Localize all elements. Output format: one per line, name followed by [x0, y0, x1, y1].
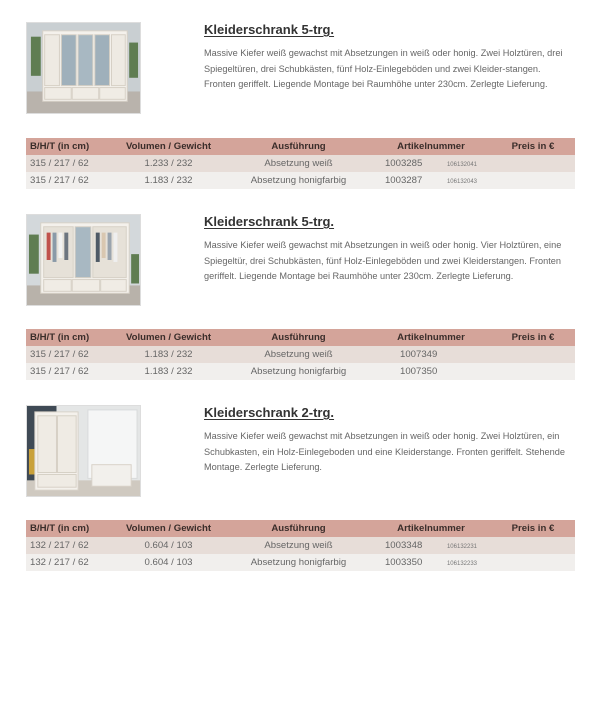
cell-dimensions: 315 / 217 / 62	[26, 155, 111, 172]
header-article-number: Artikelnummer	[371, 329, 491, 346]
header-finish: Ausführung	[226, 329, 371, 346]
product-title: Kleiderschrank 5-trg.	[204, 22, 335, 37]
article-number: 1007349	[400, 349, 438, 360]
cell-article-number	[371, 172, 491, 189]
cell-article-number	[371, 346, 491, 363]
header-dimensions: B/H/T (in cm)	[26, 520, 111, 537]
article-number: 1003285	[384, 158, 423, 169]
article-sub-number: 106132233	[446, 561, 478, 567]
cell-volume-weight: 1.183 / 232	[111, 363, 226, 380]
cell-article-number	[371, 554, 491, 571]
article-number: 1003348	[384, 540, 423, 551]
article-sub-number: 106132041	[446, 162, 478, 168]
header-volume-weight: Volumen / Gewicht	[111, 329, 226, 346]
cell-finish: Absetzung weiß	[226, 537, 371, 554]
product-image-wardrobe-2-door	[26, 405, 141, 497]
table-row	[26, 155, 575, 172]
article-number: 1003350	[384, 557, 423, 568]
cell-finish: Absetzung honigfarbig	[226, 554, 371, 571]
header-article-number: Artikelnummer	[371, 520, 491, 537]
header-price: Preis in €	[491, 520, 575, 537]
cell-volume-weight: 0.604 / 103	[111, 537, 226, 554]
article-number: 1007350	[400, 366, 438, 377]
cell-price	[491, 537, 575, 554]
header-finish: Ausführung	[226, 138, 371, 155]
header-dimensions: B/H/T (in cm)	[26, 138, 111, 155]
cell-volume-weight: 1.183 / 232	[111, 346, 226, 363]
product-description: Massive Kiefer weiß gewachst mit Absetzungen in weiß oder honig. Zwei Holztüren, ein Schubkasten, ein Holz-Einlegeboden und eine Kleiderstange. Fronten geriffelt. Stehende Montage. Zerlegte Lieferung.	[204, 431, 565, 473]
cell-finish: Absetzung honigfarbig	[226, 172, 371, 189]
table-row	[26, 537, 575, 554]
cell-price	[491, 554, 575, 571]
header-volume-weight: Volumen / Gewicht	[111, 138, 226, 155]
cell-finish: Absetzung honigfarbig	[226, 363, 371, 380]
cell-dimensions: 315 / 217 / 62	[26, 346, 111, 363]
cell-price	[491, 363, 575, 380]
table-row	[26, 346, 575, 363]
table-header-row	[26, 138, 575, 155]
table-header-row	[26, 520, 575, 537]
product-title: Kleiderschrank 2-trg.	[204, 405, 335, 420]
article-number: 1003287	[384, 175, 423, 186]
cell-article-number	[371, 537, 491, 554]
cell-article-number	[371, 363, 491, 380]
spec-table-3	[26, 520, 575, 571]
cell-price	[491, 346, 575, 363]
product-title: Kleiderschrank 5-trg.	[204, 214, 335, 229]
table-row	[26, 172, 575, 189]
header-price: Preis in €	[491, 138, 575, 155]
cell-dimensions: 315 / 217 / 62	[26, 172, 111, 189]
cell-finish: Absetzung weiß	[226, 346, 371, 363]
cell-dimensions: 132 / 217 / 62	[26, 537, 111, 554]
product-image-wardrobe-5-door-mirror	[26, 22, 141, 114]
article-sub-number: 106132231	[446, 544, 478, 550]
table-row	[26, 363, 575, 380]
cell-price	[491, 172, 575, 189]
spec-table-1	[26, 138, 575, 189]
cell-volume-weight: 1.183 / 232	[111, 172, 226, 189]
article-sub-number: 106132043	[446, 179, 478, 185]
table-header-row	[26, 329, 575, 346]
header-article-number: Artikelnummer	[371, 138, 491, 155]
cell-dimensions: 132 / 217 / 62	[26, 554, 111, 571]
cell-volume-weight: 1.233 / 232	[111, 155, 226, 172]
cell-article-number	[371, 155, 491, 172]
header-price: Preis in €	[491, 329, 575, 346]
spec-table-2	[26, 329, 575, 380]
cell-dimensions: 315 / 217 / 62	[26, 363, 111, 380]
table-row	[26, 554, 575, 571]
cell-finish: Absetzung weiß	[226, 155, 371, 172]
header-finish: Ausführung	[226, 520, 371, 537]
header-volume-weight: Volumen / Gewicht	[111, 520, 226, 537]
product-description: Massive Kiefer weiß gewachst mit Absetzungen in weiß oder honig. Vier Holztüren, eine Spiegeltür, drei Schubkästen, fünf Holz-Einlegeböden und zwei Kleiderstangen. Fronten geriffelt. Liegende Montage bei Raumhöhe unter 230cm. Zerlegte Lieferung.	[204, 240, 562, 282]
header-dimensions: B/H/T (in cm)	[26, 329, 111, 346]
product-description: Massive Kiefer weiß gewachst mit Absetzungen in weiß oder honig. Zwei Holztüren, drei Spiegeltüren, drei Schubkästen, fünf Holz-Einlegeböden und zwei Kleider-stangen. Fronten geriffelt. Liegende Montage bei Raumhöhe unter 230cm. Zerlegte Lieferung.	[204, 48, 563, 90]
cell-volume-weight: 0.604 / 103	[111, 554, 226, 571]
product-image-wardrobe-5-door-open	[26, 214, 141, 306]
cell-price	[491, 155, 575, 172]
